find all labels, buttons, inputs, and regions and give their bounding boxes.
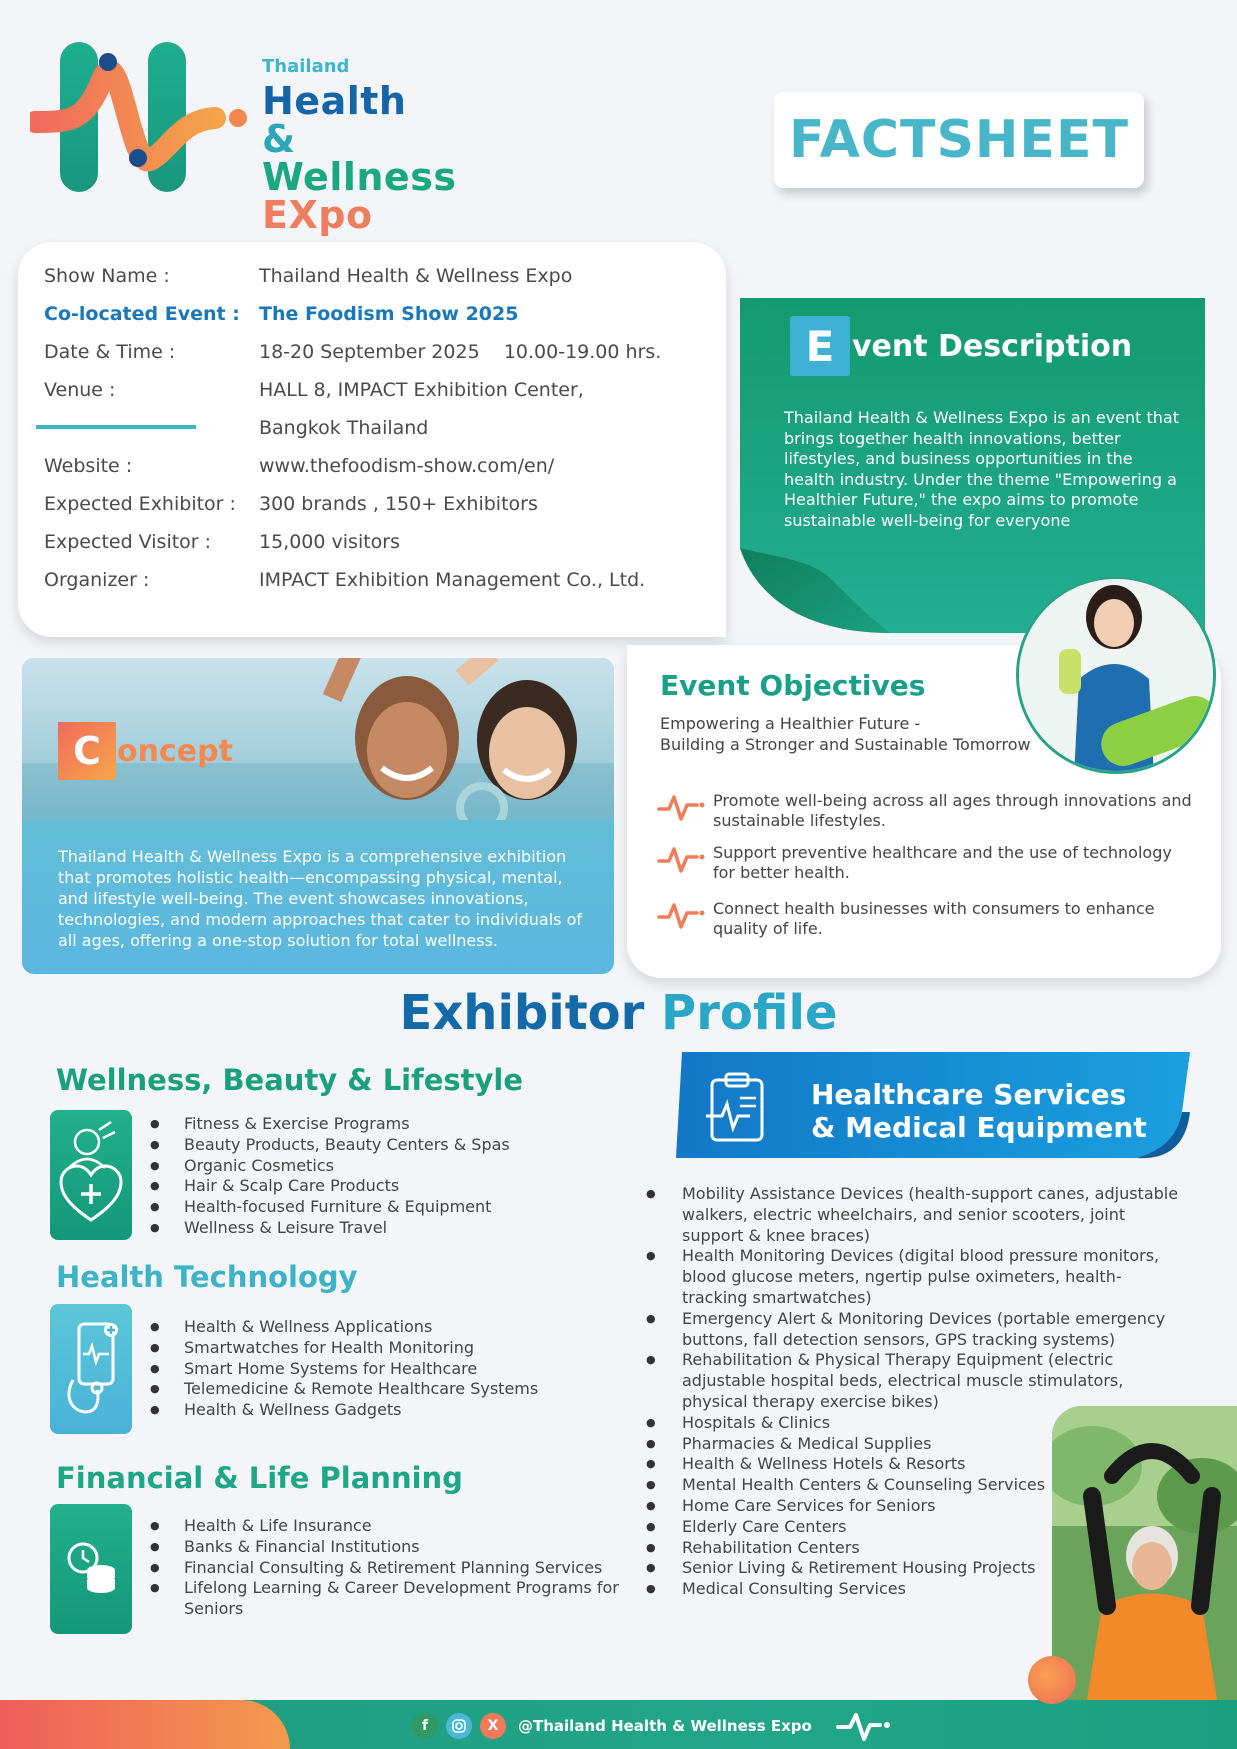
event-description-heading: vent Description — [852, 328, 1133, 364]
info-value: 15,000 visitors — [259, 531, 401, 553]
list-item: ● Pharmacies & Medical Supplies — [646, 1434, 1076, 1455]
concept-text: Thailand Health & Wellness Expo is a comprehensive exhibition that promotes holistic health—encompassing physical, mental, and lifestyle well-being. The event showcases innovations, technologies, and modern approaches that cater to individuals of all ages, offering a one-stop solution for total wellness. — [58, 847, 582, 950]
list-item: ● Banks & Financial Institutions — [150, 1537, 620, 1558]
info-row-organizer — [44, 569, 645, 591]
pulse-icon — [836, 1711, 892, 1741]
pulse-icon — [657, 899, 705, 931]
objectives-subtitle-line2: Building a Stronger and Sustainable Tomorrow — [660, 735, 1031, 754]
logo-wellness: Wellness — [262, 155, 457, 199]
instagram-icon[interactable] — [446, 1713, 472, 1739]
list-item: ● Organic Cosmetics — [150, 1156, 510, 1177]
list-item: ● Health & Wellness Applications — [150, 1317, 538, 1338]
objective-text: Connect health businesses with consumers to enhance quality of life. — [713, 899, 1155, 938]
objective-item — [657, 899, 1197, 939]
wellness-list — [150, 1114, 510, 1239]
info-key: Co-located Event : — [44, 303, 240, 325]
info-row-exhibitor — [44, 493, 538, 515]
finance-category-title: Financial & Life Planning — [56, 1461, 463, 1495]
healthcare-banner-title — [811, 1078, 1147, 1144]
list-item: ● Smart Home Systems for Healthcare — [150, 1359, 538, 1380]
list-item: ● Financial Consulting & Retirement Planning Services — [150, 1558, 620, 1579]
concept-heading: oncept — [117, 733, 233, 769]
list-item: ● Home Care Services for Seniors — [646, 1496, 1076, 1517]
info-key: Website : — [44, 455, 133, 477]
list-item: ● Medical Consulting Services — [646, 1579, 1076, 1600]
list-item: ● Telemedicine & Remote Healthcare Systems — [150, 1379, 538, 1400]
objectives-subtitle-line1: Empowering a Healthier Future - — [660, 714, 921, 733]
healthcare-title-line2: & Medical Equipment — [811, 1111, 1147, 1144]
concept-initial: C — [58, 722, 116, 780]
info-row-venue-2 — [44, 417, 428, 439]
wellness-category-icon-tile — [50, 1110, 132, 1240]
expo-logo — [30, 40, 500, 237]
info-value: HALL 8, IMPACT Exhibition Center, — [259, 379, 584, 401]
pulse-icon — [657, 791, 705, 823]
tech-list — [150, 1317, 538, 1421]
info-key: Date & Time : — [44, 341, 176, 363]
factsheet-badge — [774, 92, 1144, 188]
finance-list — [150, 1516, 620, 1620]
list-item: ● Wellness & Leisure Travel — [150, 1218, 510, 1239]
exhibitor-profile-title — [0, 985, 1237, 1041]
logo-wellness-line — [262, 117, 500, 199]
info-value: 300 brands , 150+ Exhibitors — [259, 493, 538, 515]
list-item: ● Health & Life Insurance — [150, 1516, 620, 1537]
info-key: Expected Exhibitor : — [44, 493, 236, 515]
info-row-date — [44, 341, 661, 363]
logo-country: Thailand — [262, 56, 350, 77]
concept-title — [58, 722, 233, 780]
objectives-photo — [1016, 576, 1216, 774]
info-row-colocated — [44, 303, 518, 325]
wellness-category-title: Wellness, Beauty & Lifestyle — [56, 1063, 524, 1097]
website-link[interactable]: www.thefoodism-show.com/en/ — [259, 455, 555, 477]
info-key: Expected Visitor : — [44, 531, 212, 553]
tech-category-icon-tile — [50, 1304, 132, 1434]
logo-health: Health — [262, 79, 407, 123]
list-item: ● Rehabilitation & Physical Therapy Equipment (electric adjustable hospital beds, electrical muscle stimulators, physical therapy exercise bikes) — [646, 1350, 1186, 1412]
list-item: ● Beauty Products, Beauty Centers & Spas — [150, 1135, 510, 1156]
info-key: Show Name : — [44, 265, 170, 287]
logo-wordmark — [262, 56, 500, 237]
x-icon[interactable]: X — [480, 1713, 506, 1739]
healthcare-banner — [676, 1052, 1190, 1164]
list-item: ● Health-focused Furniture & Equipment — [150, 1197, 510, 1218]
list-item: ● Mental Health Centers & Counseling Services — [646, 1475, 1076, 1496]
list-item: ● Fitness & Exercise Programs — [150, 1114, 510, 1135]
info-key: Organizer : — [44, 569, 150, 591]
footer-accent — [0, 1700, 290, 1749]
objectives-subtitle — [660, 713, 1040, 755]
tech-category-title: Health Technology — [56, 1260, 358, 1294]
list-item: ● Health & Wellness Gadgets — [150, 1400, 538, 1421]
facebook-icon[interactable]: f — [412, 1713, 438, 1739]
info-key: Venue : — [44, 379, 116, 401]
footer-social — [412, 1711, 892, 1741]
list-item: ● Hair & Scalp Care Products — [150, 1176, 510, 1197]
list-item: ● Rehabilitation Centers — [646, 1538, 1076, 1559]
senior-photo-art — [1052, 1406, 1237, 1700]
info-value: 18-20 September 2025 10.00-19.00 hrs. — [259, 341, 662, 363]
event-description-initial: E — [790, 316, 850, 376]
info-row-venue — [44, 379, 584, 401]
finance-category-icon-tile — [50, 1504, 132, 1634]
info-value: The Foodism Show 2025 — [259, 303, 519, 325]
decorative-dot — [1028, 1656, 1076, 1704]
info-value: Bangkok Thailand — [259, 417, 429, 439]
list-item: ● Mobility Assistance Devices (health-support canes, adjustable walkers, electric wheelchairs, and senior scooters, joint support & knee braces) — [646, 1184, 1186, 1246]
coins-clock-icon — [59, 1514, 123, 1624]
objective-text: Promote well-being across all ages through innovations and sustainable lifestyles. — [713, 791, 1192, 830]
senior-stretching-image — [1052, 1406, 1237, 1700]
info-value: Thailand Health & Wellness Expo — [259, 265, 573, 287]
info-row-website — [44, 455, 554, 477]
list-item: ● Elderly Care Centers — [646, 1517, 1076, 1538]
footer-handle[interactable]: @Thailand Health & Wellness Expo — [518, 1717, 812, 1735]
exhibitor-title-part1: Exhibitor — [399, 985, 645, 1041]
exhibitor-title-part2: Profile — [661, 985, 838, 1041]
list-item: ● Health Monitoring Devices (digital blood pressure monitors, blood glucose meters, ngertip pulse oximeters, health-tracking smartwatches) — [646, 1246, 1186, 1308]
info-value: IMPACT Exhibition Management Co., Ltd. — [259, 569, 646, 591]
list-item: ● Hospitals & Clinics — [646, 1413, 1076, 1434]
objective-item — [657, 843, 1197, 883]
smartphone-health-icon — [59, 1314, 123, 1424]
list-item: ● Senior Living & Retirement Housing Projects — [646, 1558, 1076, 1579]
event-description-title — [790, 316, 1132, 376]
list-item: ● Smartwatches for Health Monitoring — [150, 1338, 538, 1359]
event-description-text: Thailand Health & Wellness Expo is an event that brings together health innovations, better lifestyles, and business opportunities in the health industry. Under the theme "Empowering a Healthier Future," the expo aims to promote sustainable well-being for everyone — [784, 408, 1179, 530]
list-item: ● Health & Wellness Hotels & Resorts — [646, 1454, 1076, 1475]
logo-expo: EXpo — [262, 193, 373, 237]
concept-card — [22, 658, 614, 974]
objective-text: Support preventive healthcare and the use of technology for better health. — [713, 843, 1172, 882]
logo-amp: & — [262, 117, 296, 161]
logo-mark-icon — [30, 40, 250, 205]
info-key — [44, 417, 259, 439]
factsheet-title: FACTSHEET — [789, 110, 1129, 170]
pulse-icon — [657, 843, 705, 875]
heart-beauty-icon — [59, 1120, 123, 1230]
info-row-show-name — [44, 265, 572, 287]
objectives-title: Event Objectives — [660, 669, 926, 702]
list-item: ● Lifelong Learning & Career Development Programs for Seniors — [150, 1578, 620, 1620]
healthcare-title-line1: Healthcare Services — [811, 1078, 1127, 1111]
list-item: ● Emergency Alert & Monitoring Devices (portable emergency buttons, fall detection sensors, GPS tracking systems) — [646, 1309, 1186, 1351]
objective-item — [657, 791, 1197, 831]
woman-with-yoga-mat-image — [1019, 579, 1216, 774]
info-row-visitor — [44, 531, 400, 553]
